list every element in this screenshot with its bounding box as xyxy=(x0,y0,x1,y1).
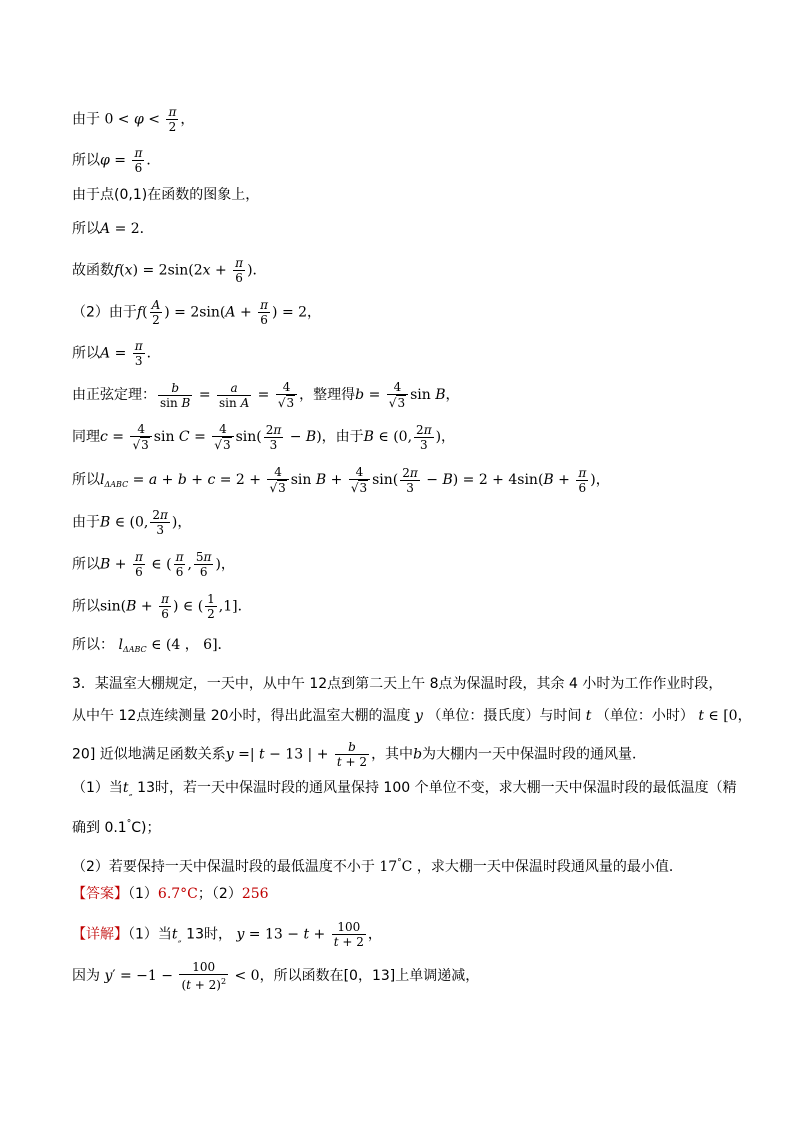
question-1-line2: 确到 0.1°C)； xyxy=(72,819,161,836)
answer-tag: 【答案】 xyxy=(72,886,128,902)
detail-line2: 因为 y′ = −1 − $\frac{100}{(t + 2)^2}$ < 0，所以函数在[0，13]上单调递减， xyxy=(72,960,480,992)
question-1-line1: （1）当$t_„$ 13时，若一天中保温时段的通风量保持 100 个单位不变，求大棚一天中保温时段的最低温度（精 xyxy=(72,780,737,797)
text-line: （2）由于f( $\frac{A}{2}$ ) = 2sin(A + $\frac{\pi}{6}$ ) = 2， xyxy=(72,298,322,327)
text-line: 所以A = 2． xyxy=(72,221,154,237)
text-line: 所以A = $\frac{\pi}{3}$ ． xyxy=(72,339,161,368)
answer-line: 【答案】（1）6.7°C；（2）256 xyxy=(72,886,269,902)
text-line: 同理c = $\frac{4}{√3}$ sin C = $\frac{4}{√3}$ sin( $\frac{2\pi}{3}$ − B)，由于B ∈ (0, $\frac{2\pi}{3}$ )， xyxy=(72,422,456,452)
detail-tag: 【详解】 xyxy=(72,926,128,943)
problem-3-line1: 3．某温室大棚规定，一天中，从中午 12点到第二天上午 8点为保温时段，其余 4 小时为工作作业时段， xyxy=(72,676,723,692)
text-line: 由于B ∈ (0, $\frac{2\pi}{3}$ )， xyxy=(72,508,192,537)
text-line: 所以B + $\frac{\pi}{6}$ ∈ ( $\frac{\pi}{6}$ , $\frac{5\pi}{6}$ )， xyxy=(72,550,235,579)
detail-line1: 【详解】（1）当$t_„$ 13时， y = 13 − t + $\frac{100}{t + 2}$ ， xyxy=(72,920,382,949)
problem-3-line2: 从中午 12点连续测量 20小时，得出此温室大棚的温度 y （单位：摄氏度）与时间 t （单位：小时） t ∈ [0， xyxy=(72,708,752,724)
text-line: 所以φ = $\frac{\pi}{6}$ ． xyxy=(72,146,161,175)
text-line: 所以sin(B + $\frac{\pi}{6}$ ) ∈ ( $\frac{1}{2}$ ,1]． xyxy=(72,592,252,621)
text-line: 由正弦定理： $\frac{b}{\text{sin B}}$ = $\frac{a}{\text{sin A}}$ = $\frac{4}{√3}$ ，整理得b = $\frac{4}{√3}$ sin B， xyxy=(72,380,460,410)
text-line: 所以$l_{\Delta ABC} = a + b + c = 2$ + $\frac{4}{√3}$ sin B + $\frac{4}{√3}$ sin( $\frac{2\pi}{3}$ − B) = 2 + 4sin(B + $\frac{\pi}{6}$ )， xyxy=(72,465,610,495)
text-line: 所以： $l_{\Delta ABC}$ ∈ (4 ， 6]． xyxy=(72,637,232,654)
text-line: 由于点(0,1)在函数的图象上， xyxy=(72,187,260,203)
text-line: 故函数f(x) = 2sin(2x + $\frac{\pi}{6}$ )． xyxy=(72,256,267,285)
problem-3-line3: 20] 近似地满足函数关系y =| t − 13 | + $\frac{b}{t + 2}$ ，其中b为大棚内一天中保温时段的通风量． xyxy=(72,740,647,769)
question-2: （2）若要保持一天中保温时段的最低温度不小于 17°C ，求大棚一天中保温时段通风量的最小值． xyxy=(72,858,683,875)
text-line: 由于 0 < φ < $\frac{\pi}{2}$ ， xyxy=(72,105,195,134)
